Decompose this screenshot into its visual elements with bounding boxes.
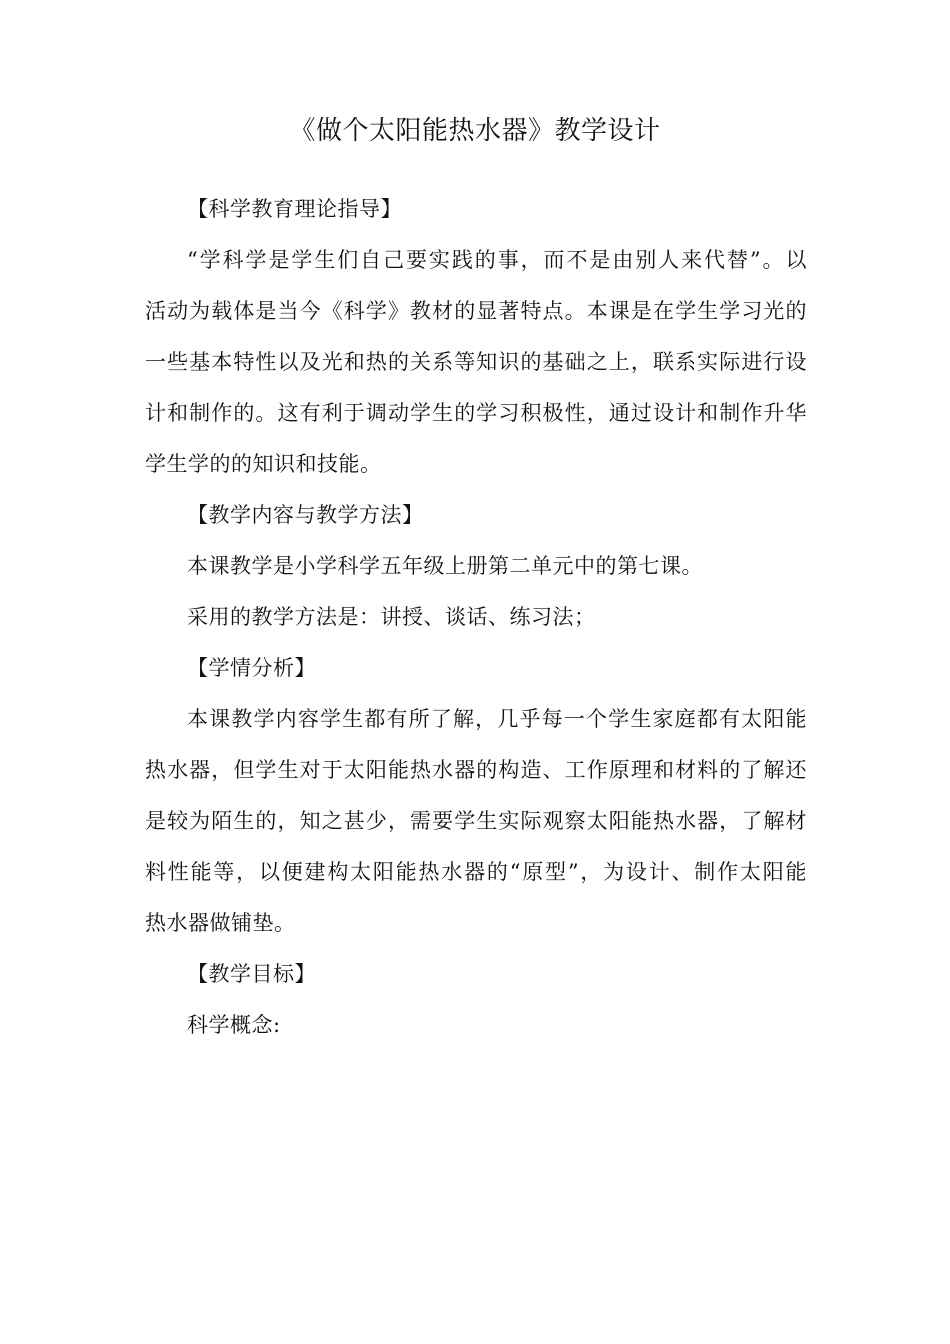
paragraph-course-info: 本课教学是小学科学五年级上册第二单元中的第七课。 xyxy=(187,554,703,578)
document-body xyxy=(145,184,807,1051)
paragraph-line: 热水器做铺垫。 xyxy=(145,911,296,935)
paragraph-line: 是较为陌生的，知之甚少，需要学生实际观察太阳能热水器，了解材 xyxy=(145,809,807,833)
paragraph-line: 料性能等，以便建构太阳能热水器的“原型”，为设计、制作太阳能 xyxy=(145,860,807,884)
section-heading-analysis: 【学情分析】 xyxy=(187,656,316,680)
paragraph-line: 学生学的的知识和技能。 xyxy=(145,452,382,476)
paragraph-methods: 采用的教学方法是：讲授、谈话、练习法； xyxy=(187,605,596,629)
paragraph-line: “学科学是学生们自己要实践的事，而不是由别人来代替”。以 xyxy=(187,248,807,272)
paragraph-theory xyxy=(145,235,807,490)
paragraph-line: 本课教学内容学生都有所了解，几乎每一个学生家庭都有太阳能 xyxy=(187,707,807,731)
paragraph-line: 活动为载体是当今《科学》教材的显著特点。本课是在学生学习光的 xyxy=(145,299,807,323)
section-heading-theory: 【科学教育理论指导】 xyxy=(187,197,402,221)
paragraph-line: 计和制作的。这有利于调动学生的学习积极性，通过设计和制作升华 xyxy=(145,401,807,425)
section-heading-objectives: 【教学目标】 xyxy=(187,962,316,986)
document-title: 《做个太阳能热水器》教学设计 xyxy=(289,116,661,146)
paragraph-line: 一些基本特性以及光和热的关系等知识的基础之上，联系实际进行设 xyxy=(145,350,807,374)
science-concept-label: 科学概念: xyxy=(187,1013,281,1037)
paragraph-analysis xyxy=(145,694,807,949)
section-heading-content-method: 【教学内容与教学方法】 xyxy=(187,503,424,527)
paragraph-line: 热水器，但学生对于太阳能热水器的构造、工作原理和材料的了解还 xyxy=(145,758,807,782)
